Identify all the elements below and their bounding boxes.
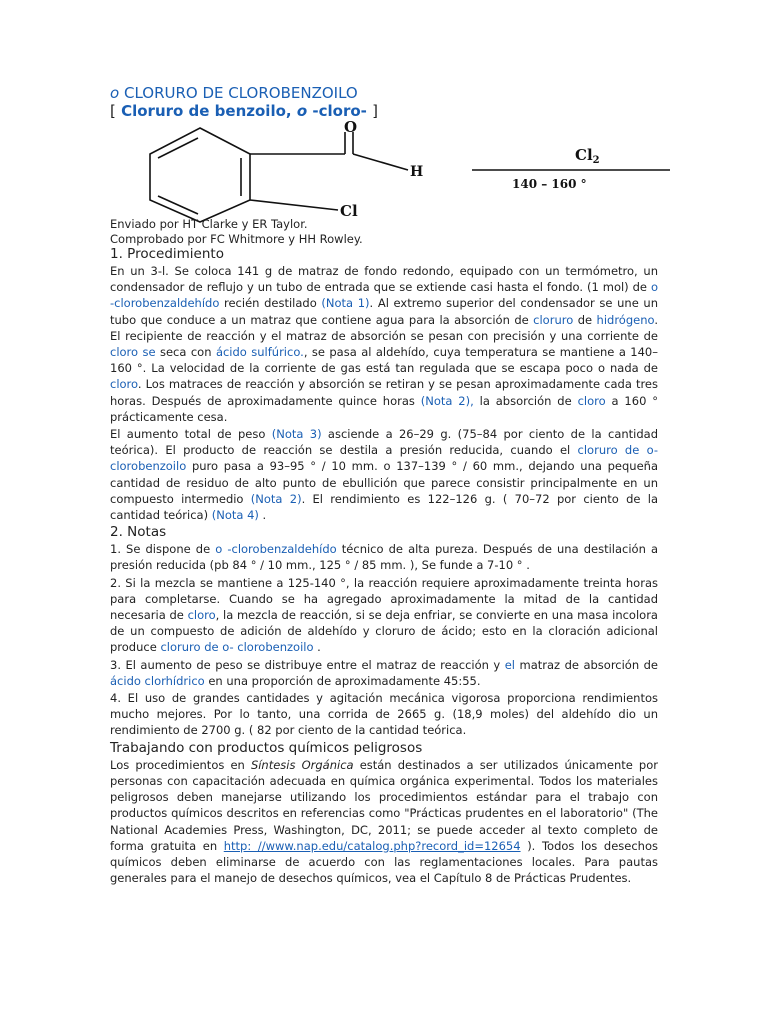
benzene-ring <box>150 128 250 222</box>
link-note-1[interactable]: (Nota 1) <box>321 296 370 311</box>
title-text: CLORURO DE CLOROBENZOILO <box>123 84 358 102</box>
notes-heading: 2. Notas <box>110 524 167 541</box>
reagent-subscript: 2 <box>592 155 600 166</box>
link-nap-url[interactable]: http: //www.nap.edu/catalog.php?record_id=12654 <box>223 838 521 853</box>
link-note-3[interactable]: (Nota 3) <box>271 427 322 442</box>
note-3: 3. El aumento de peso se distribuye entre el matraz de reacción y el matraz de absorción de ácido clorhídrico en una proporción de aproximadamente 45:55. <box>110 657 658 688</box>
link-cloro-se[interactable]: cloro se <box>110 345 156 360</box>
link-note-2[interactable]: (Nota 2), <box>420 393 474 408</box>
note-2: 2. Si la mezcla se mantiene a 125-140 °, la reacción requiere aproximadamente treinta horas para completarse. Cuando se ha agregado aproximadamente la mitad de la cantidad necesaria de cloro, la mezcla de reacción, si se deja enfriar, se convierte en una masa incolora de un compuesto de adición de aldehído y cloruro de ácido; esto en la cloración adicional produce cloruro de o- clorobenzoilo . <box>110 575 658 655</box>
link-note-2[interactable]: (Nota 2) <box>250 491 302 506</box>
link-chlorobenzaldehyde[interactable]: o -clorobenzaldehído <box>215 542 337 557</box>
link-chlorobenzoyl-chloride[interactable]: cloruro de o- clorobenzoilo <box>110 443 658 474</box>
credits <box>110 217 658 247</box>
credit-checked: Comprobado por FC Whitmore y HH Rowley. <box>110 232 363 246</box>
document-body <box>110 246 658 887</box>
hazard-heading: Trabajando con productos químicos peligrosos <box>110 739 423 756</box>
subtitle-part-b: -cloro- <box>312 102 367 120</box>
link-cloro[interactable]: cloro <box>187 608 216 623</box>
link-chlorobenzoyl-chloride[interactable]: cloruro de o- clorobenzoilo <box>160 640 314 655</box>
reagent-text: Cl <box>575 146 593 164</box>
hazard-paragraph: Los procedimientos en Síntesis Orgánica están destinados a ser utilizados únicamente por personas con capacitación adecuada en química orgánica experimental. Todos los materiales peligrosos deben manejarse utilizando los procedimientos estándar para el trabajo con productos químicos descritos en referencias como "Prácticas prudentes en el laboratorio" (The National Academies Press, Washington, DC, 2011; se puede acceder al texto completo de forma gratuita en http: //www.nap.edu/catalog.php?record_id=12654 ). Todos los desechos químicos deben eliminarse de acuerdo con las reglamentaciones locales. Para pautas generales para el manejo de desechos químicos, vea el Capítulo 8 de Prácticas Prudentes. <box>110 757 658 886</box>
atom-cl: Cl <box>340 202 358 220</box>
procedure-paragraph-1: En un 3-l. Se coloca 141 g de matraz de fondo redondo, equipado con un termómetro, un condensador de reflujo y un tubo de entrada que se extiende casi hasta el fondo. (1 mol) de o -clorobenzaldehído recién destilado (Nota 1). Al extremo superior del condensador se une un tubo que conduce a un matraz que contiene agua para la absorción de cloruro de hidrógeno. El recipiente de reacción y el matraz de absorción se pesan con precisión y una corriente de cloro se seca con ácido sulfúrico., se pasa al aldehído, cuya temperatura se mantiene a 140–160 °. La velocidad de la corriente de gas está tan regulada que se escapa poco o nada de cloro. Los matraces de reacción y absorción se retiran y se pesan aproximadamente cada tres horas. Después de aproximadamente quince horas (Nota 2), la absorción de cloro a 160 ° prácticamente cesa. <box>110 264 659 424</box>
bracket-close: ] <box>372 102 378 120</box>
subtitle-italic-o: o <box>296 102 308 120</box>
bracket-open: [ <box>110 102 116 120</box>
link-hidrogeno[interactable]: hidrógeno <box>596 312 655 327</box>
atom-o: O <box>344 118 358 136</box>
carbonyl-bonds <box>250 132 408 210</box>
credit-submitted: Enviado por HT Clarke y ER Taylor. <box>110 217 308 231</box>
procedure-heading: 1. Procedimiento <box>110 246 224 262</box>
link-acido-sulfurico[interactable]: ácido sulfúrico. <box>215 345 304 360</box>
link-acido-clorhidrico[interactable]: ácido clorhídrico <box>110 673 205 688</box>
link-el[interactable]: el <box>504 657 516 672</box>
reagent-label <box>575 146 600 166</box>
page-title <box>110 84 658 102</box>
reaction-structure-diagram <box>110 118 670 223</box>
header <box>110 84 658 120</box>
subtitle-part-a: Cloruro de benzoilo, <box>121 102 292 120</box>
hazard-italic-title: Síntesis Orgánica <box>250 757 354 772</box>
link-note-4[interactable]: (Nota 4) <box>211 508 259 523</box>
note-4: 4. El uso de grandes cantidades y agitación mecánica vigorosa proporciona rendimientos mucho mejores. Por lo tanto, una corrida de 2665 g. (18,9 moles) del aldehído dio un rendimiento de 2700 g. ( 82 por ciento de la cantidad teórica. <box>110 691 658 738</box>
reaction-condition: 140 – 160 ° <box>512 177 587 191</box>
title-prefix: o <box>110 84 120 102</box>
link-chlorobenzaldehyde[interactable]: o -clorobenzaldehído <box>110 280 658 311</box>
atom-h: H <box>410 164 424 180</box>
link-cloro[interactable]: cloro <box>110 377 138 392</box>
note-1: 1. Se dispone de o -clorobenzaldehído técnico de alta pureza. Después de una destilación a presión reducida (pb 84 ° / 10 mm., 125 ° / 85 mm. ), Se funde a 7-10 ° . <box>110 542 658 573</box>
procedure-paragraph-2: El aumento total de peso (Nota 3) asciende a 26–29 g. (75–84 por ciento de la cantidad teórica). El producto de reacción se destila a presión reducida, cuando el cloruro de o- clorobenzoilo puro pasa a 93–95 ° / 10 mm. o 137–139 ° / 60 mm., dejando una pequeña cantidad de residuo de alto punto de ebullición que parece consistir principalmente en un compuesto intermedio (Nota 2). El rendimiento es 122–126 g. ( 70–72 por ciento de la cantidad teórica) (Nota 4) . <box>110 427 659 523</box>
link-cloruro[interactable]: cloruro <box>533 312 574 327</box>
link-cloro[interactable]: cloro <box>577 393 606 408</box>
